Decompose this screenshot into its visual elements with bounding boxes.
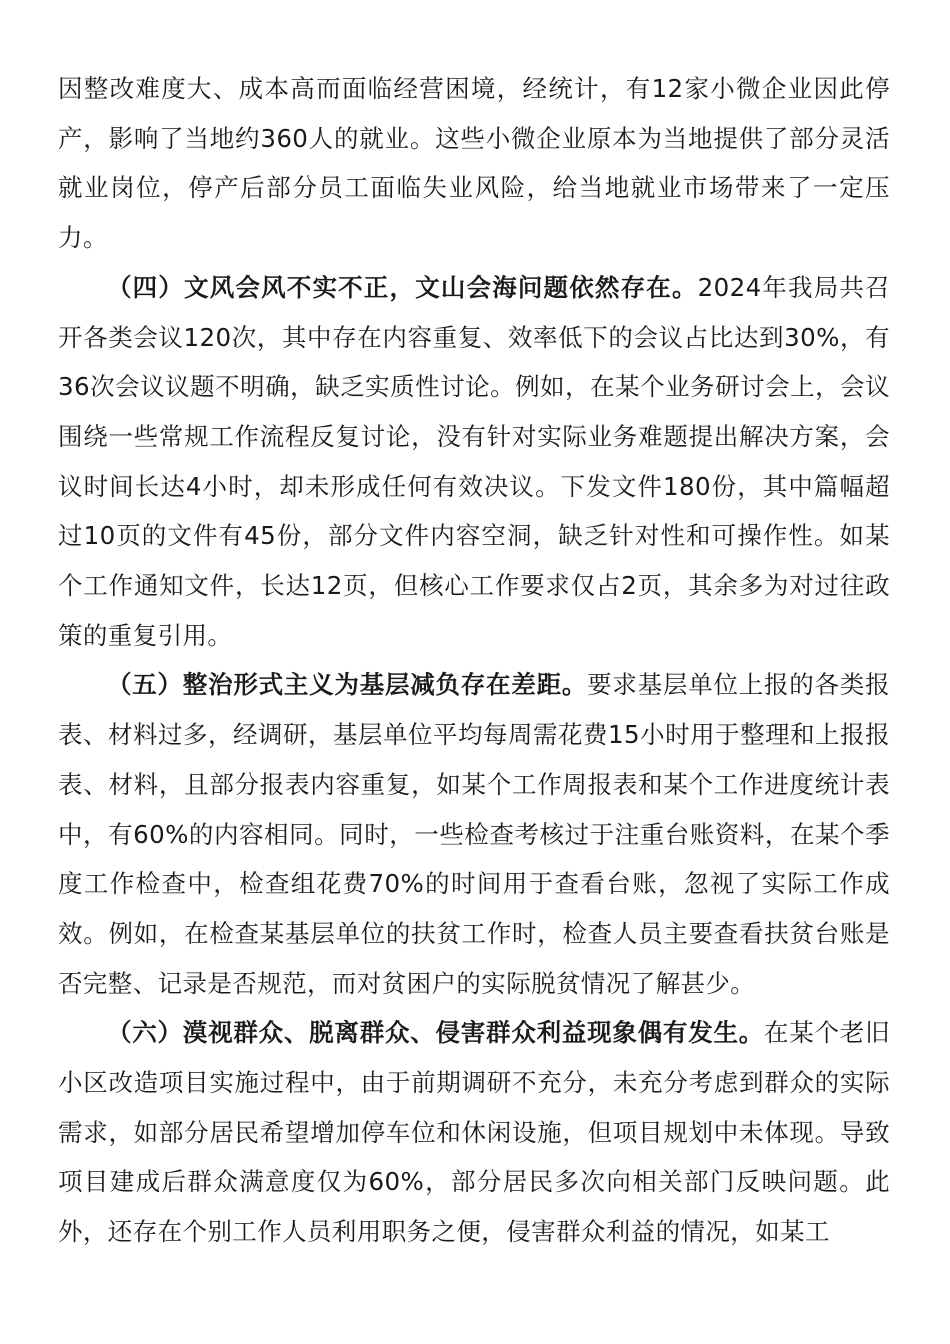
section-heading: （六）漠视群众、脱离群众、侵害群众利益现象偶有发生。 (107, 1018, 765, 1048)
paragraph-section-5 (58, 660, 890, 1008)
paragraph-body: 因整改难度大、成本高而面临经营困境，经统计，有12家小微企业因此停产，影响了当地约360人的就业。这些小微企业原本为当地提供了部分灵活就业岗位，停产后部分员工面临失业风险，给当地就业市场带来了一定压力。 (58, 74, 890, 253)
paragraph-body: 要求基层单位上报的各类报表、材料过多，经调研，基层单位平均每周需花费15小时用于整理和上报报表、材料，且部分报表内容重复，如某个工作周报表和某个工作进度统计表中，有60%的内容相同。同时，一些检查考核过于注重台账资料，在某个季度工作检查中，检查组花费70%的时间用于查看台账，忽视了实际工作成效。例如，在检查某基层单位的扶贫工作时，检查人员主要查看扶贫台账是否完整、记录是否规范，而对贫困户的实际脱贫情况了解甚少。 (58, 670, 890, 998)
paragraph-section-6 (58, 1008, 890, 1257)
paragraph-section-4 (58, 263, 890, 661)
section-heading: （四）文风会风不实不正，文山会海问题依然存在。 (107, 272, 698, 302)
section-heading: （五）整治形式主义为基层减负存在差距。 (107, 670, 588, 700)
paragraph-body: 2024年我局共召开各类会议120次，其中存在内容重复、效率低下的会议占比达到30%，有36次会议议题不明确，缺乏实质性讨论。例如，在某个业务研讨会上，会议围绕一些常规工作流程反复讨论，没有针对实际业务难题提出解决方案，会议时间长达4小时，却未形成任何有效决议。下发文件180份，其中篇幅超过10页的文件有45份，部分文件内容空洞，缺乏针对性和可操作性。如某个工作通知文件，长达12页，但核心工作要求仅占2页，其余多为对过往政策的重复引用。 (58, 272, 890, 650)
paragraph-body: 在某个老旧小区改造项目实施过程中，由于前期调研不充分，未充分考虑到群众的实际需求，如部分居民希望增加停车位和休闲设施，但项目规划中未体现。导致项目建成后群众满意度仅为60%，部分居民多次向相关部门反映问题。此外，还存在个别工作人员利用职务之便，侵害群众利益的情况，如某工 (58, 1018, 890, 1247)
paragraph-continuation (58, 64, 890, 263)
document-page (58, 64, 890, 1257)
